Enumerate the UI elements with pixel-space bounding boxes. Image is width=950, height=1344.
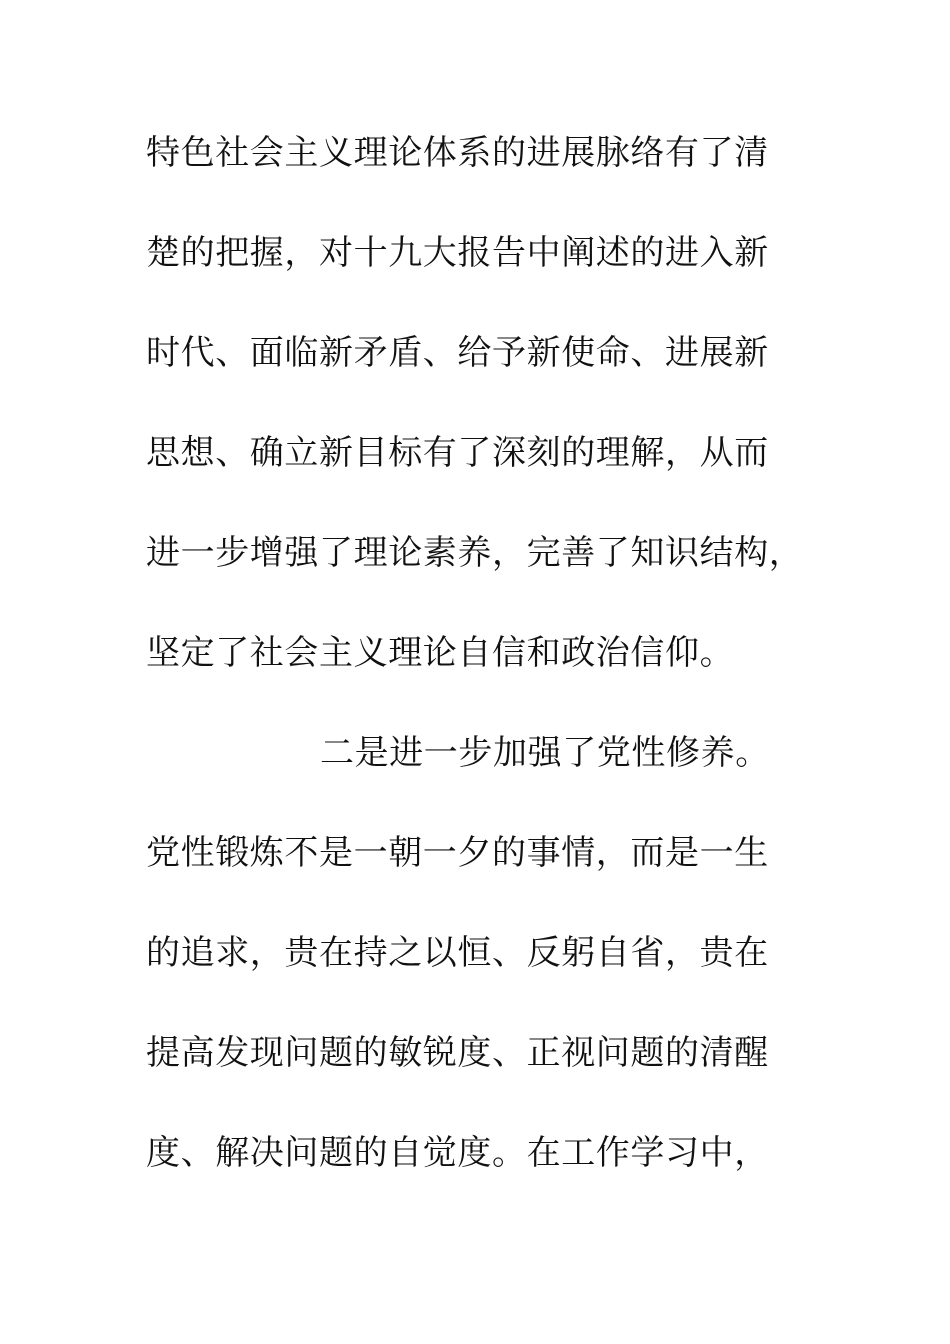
paragraph-line: 党性锻炼不是一朝一夕的事情，而是一生 <box>146 833 769 873</box>
paragraph-line: 时代、面临新矛盾、给予新使命、进展新 <box>146 333 769 373</box>
paragraph-line: 提高发现问题的敏锐度、正视问题的清醒 <box>146 1033 769 1073</box>
section-heading: 二是进一步加强了党性修养。 <box>320 733 770 773</box>
paragraph-line: 的追求，贵在持之以恒、反躬自省，贵在 <box>146 933 769 973</box>
paragraph-line: 思想、确立新目标有了深刻的理解，从而 <box>146 433 769 473</box>
paragraph-line: 特色社会主义理论体系的进展脉络有了清 <box>146 133 769 173</box>
paragraph-line: 度、解决问题的自觉度。在工作学习中， <box>146 1133 769 1173</box>
paragraph-line: 坚定了社会主义理论自信和政治信仰。 <box>146 633 735 673</box>
paragraph-line: 楚的把握，对十九大报告中阐述的进入新 <box>146 233 769 273</box>
paragraph-line: 进一步增强了理论素养，完善了知识结构， <box>146 533 804 573</box>
